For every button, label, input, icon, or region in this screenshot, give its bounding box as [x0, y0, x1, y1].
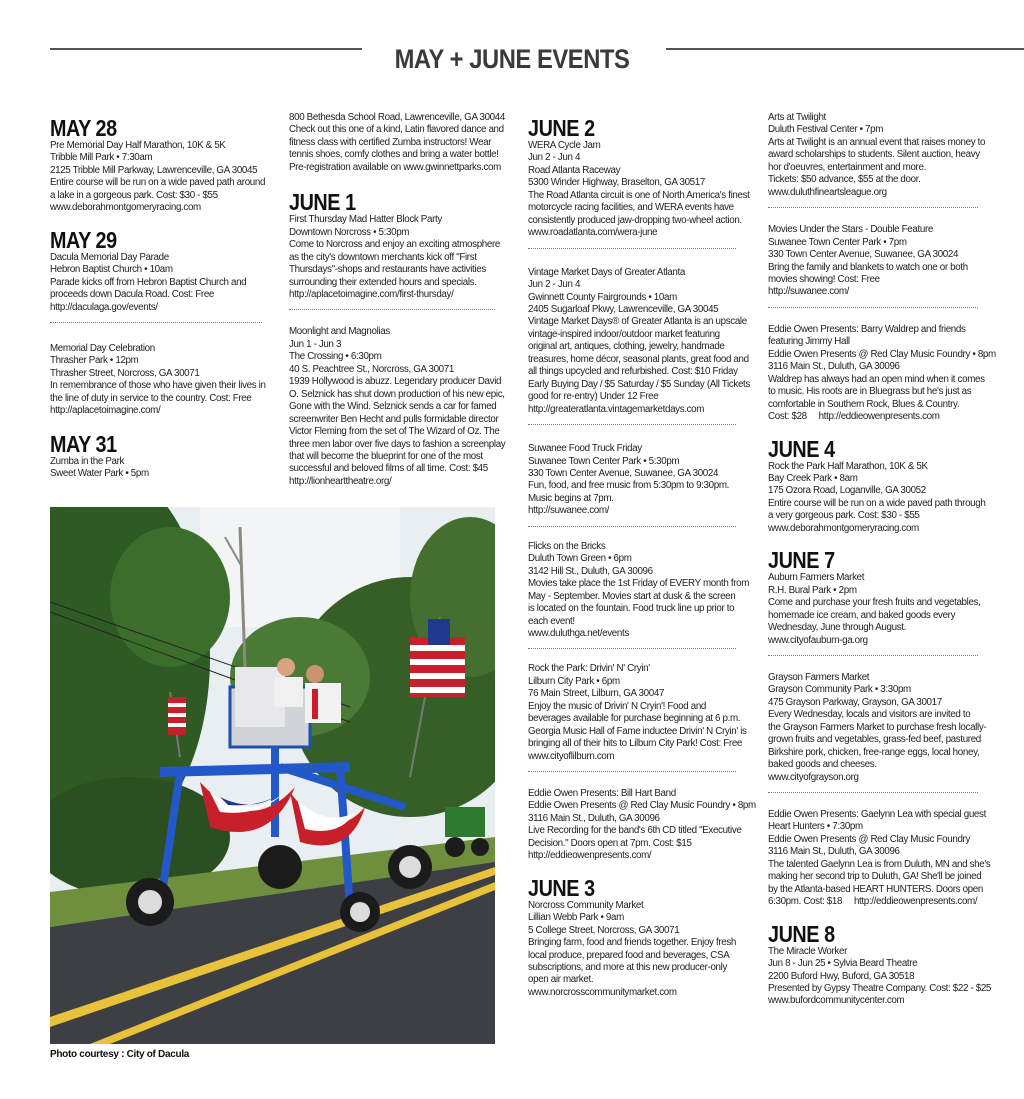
event-title: First Thursday Mad Hatter Block Party	[289, 214, 442, 226]
event-address: 800 Bethesda School Road, Lawrenceville, GA 30044	[289, 112, 505, 123]
page-title: MAY + JUNE EVENTS	[394, 44, 630, 74]
event-link[interactable]: www.duluthfineartsleague.org	[768, 186, 887, 198]
event-description: Enjoy the music of Drivin' N Cryin'! Food and	[528, 700, 707, 712]
event-description: is located on the fountain. Food truck line up prior to	[528, 603, 735, 615]
events-column-2	[289, 110, 506, 488]
event-june3-norcross-market	[528, 876, 736, 1000]
event-address: 330 Town Center Avenue, Suwanee, GA 30024	[528, 467, 719, 479]
event-description: the line of duty in service to the country. Cost: Free	[50, 392, 252, 404]
event-link[interactable]: http://eddieowenpresents.com/	[528, 850, 652, 862]
event-venue: Lillian Webb Park • 9am	[528, 912, 624, 924]
event-venue: Duluth Festival Center • 7pm	[768, 124, 884, 136]
event-description: movies showing! Cost: Free	[768, 273, 880, 285]
event-link[interactable]: http://daculaga.gov/events/	[50, 301, 158, 313]
event-venue: Lilburn City Park • 6pm	[528, 675, 620, 687]
event-description: baked goods and cheeses.	[768, 759, 877, 771]
event-venue: Thrasher Park • 12pm	[50, 355, 139, 367]
event-link[interactable]: www.roadatlanta.com/wera-june	[528, 227, 658, 239]
date-heading: MAY 31	[50, 430, 117, 457]
event-description: motorcycle racing facilities, and WERA events have	[528, 202, 734, 214]
event-description: Vintage Market Days® of Greater Atlanta is an upscale	[528, 316, 747, 328]
event-venue: Grayson Community Park • 3:30pm	[768, 684, 911, 696]
event-june1-block-party	[289, 189, 501, 301]
event-description: the Grayson Farmers Market to purchase fresh locally-	[768, 721, 987, 733]
event-link[interactable]: www.norcrosscommunitymarket.com	[528, 986, 677, 998]
event-description: Early Buying Day / $5 Saturday / $5 Sunday (All Tickets	[528, 378, 750, 390]
event-description: Live Recording for the band's 6th CD titled "Executive	[528, 825, 742, 837]
event-title: featuring Jimmy Hall	[768, 336, 850, 348]
event-title: Eddie Owen Presents: Bill Hart Band	[528, 788, 676, 800]
event-link[interactable]: Cost: $28 http://eddieowenpresents.com	[768, 411, 940, 423]
event-memorial-day-celebration	[50, 342, 266, 418]
date-heading: JUNE 4	[768, 435, 835, 462]
event-address: 3116 Main St., Duluth, GA 30096	[768, 846, 900, 858]
event-address: 5 College Street, Norcross, GA 30071	[528, 924, 680, 936]
event-zumba-continued	[289, 112, 505, 174]
event-link[interactable]: Pre-registration available on www.gwinnettparks.com	[289, 161, 501, 173]
event-dates: Jun 2 - Jun 4	[528, 152, 581, 164]
event-title: Flicks on the Bricks	[528, 540, 606, 552]
event-description: vintage-inspired indoor/outdoor market featuring	[528, 328, 720, 340]
event-title: Heart Hunters • 7:30pm	[768, 821, 863, 833]
event-description: good for re-entry) Under 12 Free	[528, 391, 659, 403]
event-description: subscriptions, and more at this new producer-only	[528, 962, 728, 974]
event-title: WERA Cycle Jam	[528, 140, 601, 151]
event-venue: Gwinnett County Fairgrounds • 10am	[528, 291, 677, 303]
event-venue: Road Atlanta Raceway	[528, 164, 621, 176]
event-title: Arts at Twilight	[768, 112, 826, 123]
event-description: grown fruits and vegetables, grass-fed beef, pastured	[768, 734, 981, 746]
event-moonlight-magnolias	[289, 326, 506, 488]
event-description: Bring the family and blankets to watch one or both	[768, 261, 968, 273]
event-description: Thursdays"-shops and restaurants have activities	[289, 264, 486, 276]
event-title: Zumba in the Park	[50, 455, 125, 467]
event-june8-miracle-worker	[768, 920, 992, 1008]
event-gaelynn-lea	[768, 809, 991, 909]
event-venue: Downtown Norcross • 5:30pm	[289, 226, 410, 238]
event-title: Movies Under the Stars - Double Feature	[768, 224, 933, 236]
event-grayson-market	[768, 671, 987, 784]
event-description: homemade ice cream, and baked goods every	[768, 609, 956, 621]
event-address: 3116 Main St., Duluth, GA 30096	[528, 812, 660, 824]
event-description: Bringing farm, food and friends together. Enjoy fresh	[528, 937, 736, 949]
event-title: Suwanee Food Truck Friday	[528, 443, 642, 455]
event-title: Moonlight and Magnolias	[289, 326, 390, 338]
event-address: 330 Town Center Avenue, Suwanee, GA 30024	[768, 249, 959, 261]
event-address: 175 Ozora Road, Loganville, GA 30052	[768, 485, 926, 497]
event-dates: Jun 1 - Jun 3	[289, 338, 342, 350]
event-suwanee-food-truck	[528, 443, 736, 518]
event-description: Arts at Twilight is an annual event that raises money to	[768, 136, 986, 148]
event-title: Pre Memorial Day Half Marathon, 10K & 5K	[50, 140, 226, 151]
date-heading: JUNE 2	[528, 115, 595, 141]
event-venue: Duluth Town Green • 6pm	[528, 553, 632, 565]
event-dates: Jun 2 - Jun 4	[528, 279, 581, 291]
event-title: Norcross Community Market	[528, 899, 644, 911]
event-title: Memorial Day Celebration	[50, 342, 155, 354]
date-heading: MAY 28	[50, 115, 117, 141]
event-description: open air market.	[528, 974, 594, 986]
event-description: making her second trip to Duluth, GA! She'll be joined	[768, 871, 982, 883]
event-venue: Hebron Baptist Church • 10am	[50, 264, 173, 276]
event-description: a lake in a gorgeous park. Cost: $30 - $55	[50, 189, 218, 201]
event-description: Movies take place the 1st Friday of EVERY month from	[528, 578, 750, 590]
event-separator	[768, 307, 978, 308]
event-title: Vintage Market Days of Greater Atlanta	[528, 266, 685, 278]
event-description: Decision." Doors open at 7pm. Cost: $15	[528, 837, 692, 849]
event-description: Gone with the Wind. Selznick sends a car for famed	[289, 401, 497, 413]
event-description: a very gorgeous park. Cost: $30 - $55	[768, 510, 920, 522]
event-link[interactable]: www.cityoflilburn.com	[528, 750, 615, 762]
event-description: by the Atlanta-based HEART HUNTERS. Doors open	[768, 883, 983, 895]
date-heading: JUNE 3	[528, 874, 595, 901]
event-description: screenwriter Ben Hecht and pulls formidable director	[289, 413, 499, 425]
event-address: 475 Grayson Parkway, Grayson, GA 30017	[768, 696, 942, 708]
event-bill-hart-band	[528, 788, 756, 863]
event-title: Eddie Owen Presents: Barry Waldrep and friends	[768, 323, 966, 335]
event-separator	[768, 792, 978, 793]
event-description: 1939 Hollywood is abuzz. Legendary producer David	[289, 376, 502, 388]
event-description: Entire course will be run on a wide paved path through	[768, 497, 986, 509]
event-venue: Tribble Mill Park • 7:30am	[50, 152, 153, 164]
event-description: Waldrep has always had an open mind when it comes	[768, 373, 985, 385]
event-description: that will become the blueprint for one of the most	[289, 450, 483, 462]
event-link[interactable]: http://suwanee.com/	[528, 505, 610, 517]
event-address: Thrasher Street, Norcross, GA 30071	[50, 367, 200, 379]
event-description: The Road Atlanta circuit is one of North America's finest	[528, 189, 750, 201]
event-description: Victor Fleming from the set of The Wizard of Oz. The	[289, 426, 500, 438]
event-title: Auburn Farmers Market	[768, 572, 865, 584]
event-arts-at-twilight	[768, 112, 986, 199]
event-separator	[528, 648, 736, 649]
event-separator	[289, 309, 495, 310]
event-description: treasures, home décor, seasonal plants, great food and	[528, 353, 749, 365]
event-address: 3116 Main St., Duluth, GA 30096	[768, 361, 900, 373]
event-description: May - September. Movies start at dusk & the screen	[528, 590, 736, 602]
event-title: Rock the Park: Drivin' N' Cryin'	[528, 663, 650, 675]
event-description: tennis shoes, comfy clothes and bring a water bottle!	[289, 149, 499, 161]
event-venue: Suwanee Town Center Park • 5:30pm	[528, 455, 680, 467]
event-description: O. Selznick has shut down production of his new epic,	[289, 388, 505, 400]
event-link[interactable]: http://aplacetoimagine.com/first-thursday/	[289, 288, 454, 300]
event-may28-marathon	[50, 115, 266, 215]
event-description: Wednesday, June through August.	[768, 622, 907, 634]
event-description: Music begins at 7pm.	[528, 492, 614, 504]
event-separator	[50, 322, 262, 323]
event-description: three men labor over five days to fashion a screenplay	[289, 438, 506, 450]
event-description: award scholarships to students. Silent auction, heavy	[768, 149, 980, 161]
event-description: Check out this one of a kind, Latin flavored dance and	[289, 124, 504, 136]
event-address: 40 S. Peachtree St., Norcross, GA 30071	[289, 363, 454, 375]
event-barry-waldrep	[768, 323, 996, 424]
event-title: Eddie Owen Presents: Gaelynn Lea with special guest	[768, 809, 986, 821]
event-may31-zumba	[50, 432, 262, 481]
photo-caption: Photo courtesy : City of Dacula	[50, 1049, 190, 1060]
event-june2-wera	[528, 115, 750, 240]
event-description: Presented by Gypsy Theatre Company. Cost: $22 - $25	[768, 983, 992, 995]
event-address: 2200 Buford Hwy, Buford, GA 30518	[768, 970, 915, 982]
event-address: 2405 Sugarloaf Pkwy, Lawrenceville, GA 30045	[528, 303, 719, 315]
event-description: The talented Gaelynn Lea is from Duluth, MN and she's	[768, 858, 991, 870]
event-venue: Suwanee Town Center Park • 7pm	[768, 236, 907, 248]
event-description: all things upcycled and refurbished. Cost: $10 Friday	[528, 366, 738, 378]
event-flicks-on-bricks	[528, 540, 750, 641]
event-link[interactable]: http://lionhearttheatre.org/	[289, 475, 392, 487]
event-dates: Jun 8 - Jun 25 • Sylvia Beard Theatre	[768, 958, 918, 970]
event-description: comfortable in Southern Rock, Blues & Country.	[768, 398, 960, 410]
events-column-4	[768, 110, 996, 1008]
event-link[interactable]: www.duluthga.net/events	[528, 627, 629, 639]
event-separator	[768, 207, 978, 208]
event-description: bringing all of their hits to Lilburn City Park! Cost: Free	[528, 738, 743, 750]
event-description: consistently produced jaw-dropping two-wheel action.	[528, 214, 742, 226]
event-venue: Eddie Owen Presents @ Red Clay Music Foundry • 8pm	[528, 800, 756, 812]
event-venue: R.H. Bural Park • 2pm	[768, 584, 857, 596]
event-venue: Eddie Owen Presents @ Red Clay Music Foundry • 8pm	[768, 348, 996, 360]
event-description: successful and beloved films of all time. Cost: $45	[289, 463, 488, 475]
event-address: 2125 Tribble Mill Parkway, Lawrenceville, GA 30045	[50, 164, 258, 176]
event-title: Grayson Farmers Market	[768, 671, 870, 683]
event-description: In remembrance of those who have given their lives in	[50, 380, 266, 392]
event-link[interactable]: www.cityofauburn-ga.org	[768, 634, 868, 646]
event-separator	[528, 771, 736, 772]
event-address: 76 Main Street, Lilburn, GA 30047	[528, 688, 665, 700]
event-venue: The Crossing • 6:30pm	[289, 351, 382, 363]
event-description: beverages available for purchase beginning at 6 p.m.	[528, 713, 741, 725]
event-title: Dacula Memorial Day Parade	[50, 251, 169, 263]
event-separator	[528, 424, 736, 425]
event-description: as the city's downtown merchants kick off "First	[289, 251, 477, 263]
date-heading: JUNE 1	[289, 189, 356, 216]
event-link[interactable]: www.cityofgrayson.org	[768, 771, 859, 783]
event-description: to music. His roots are in Bluegrass but he's just as	[768, 386, 972, 398]
event-description: original art, antiques, clothing, jewelry, handmade	[528, 341, 725, 353]
event-description: each event!	[528, 615, 575, 627]
event-separator	[768, 655, 978, 656]
event-description: hor d'oeuvres, entertainment and more.	[768, 161, 926, 173]
event-june7-auburn-market	[768, 547, 981, 647]
event-link[interactable]: www.deborahmontgomeryracing.com	[768, 522, 919, 534]
event-title: Rock the Park Half Marathon, 10K & 5K	[768, 460, 928, 472]
date-heading: MAY 29	[50, 226, 117, 253]
event-may29-parade	[50, 228, 262, 314]
event-separator	[528, 526, 736, 527]
parade-tractor-photo	[50, 507, 495, 1044]
event-description: Every Wednesday, locals and visitors are invited to	[768, 709, 971, 721]
event-description: Fun, food, and free music from 5:30pm to 9:30pm.	[528, 480, 730, 492]
event-price: Tickets: $50 advance, $55 at the door.	[768, 174, 921, 186]
event-rock-the-park-lilburn	[528, 663, 747, 763]
events-column-3	[528, 110, 756, 999]
event-june4-half-marathon	[768, 435, 986, 536]
date-heading: JUNE 7	[768, 547, 835, 574]
event-address: 3142 Hill St., Duluth, GA 30096	[528, 565, 653, 577]
date-heading: JUNE 8	[768, 920, 835, 947]
event-venue: Bay Creek Park • 8am	[768, 472, 858, 484]
event-link[interactable]: www.bufordcommunitycenter.com	[768, 995, 905, 1007]
event-description: Come to Norcross and enjoy an exciting atmosphere	[289, 239, 501, 251]
event-description: surrounding their extended hours and specials.	[289, 276, 477, 288]
event-link[interactable]: http://suwanee.com/	[768, 286, 850, 298]
event-description: proceeds down Dacula Road. Cost: Free	[50, 289, 215, 301]
event-venue: Eddie Owen Presents @ Red Clay Music Foundry	[768, 833, 971, 845]
event-movies-under-stars	[768, 224, 978, 299]
event-description: Come and purchase your fresh fruits and vegetables,	[768, 597, 981, 609]
event-link[interactable]: 6:30pm. Cost: $18 http://eddieowenpresents.com/	[768, 896, 978, 908]
event-description: Birkshire pork, chicken, free-range eggs, local honey,	[768, 746, 980, 758]
event-link[interactable]: http://greateratlanta.vintagemarketdays.com	[528, 403, 705, 415]
event-link[interactable]: http://aplacetoimagine.com/	[50, 405, 161, 417]
event-separator	[528, 248, 736, 249]
event-venue: Sweet Water Park • 5pm	[50, 468, 149, 480]
event-vintage-market	[528, 266, 750, 416]
event-description: local produce, prepared food and beverages, CSA	[528, 949, 730, 961]
event-title: The Miracle Worker	[768, 945, 847, 957]
event-link[interactable]: www.deborahmontgomeryracing.com	[50, 202, 201, 214]
event-description: Georgia Music Hall of Fame inductee Drivin' N Cryin' is	[528, 725, 747, 737]
event-description: fitness class with certified Zumba instructors! Wear	[289, 136, 492, 148]
event-description: Entire course will be run on a wide paved path around	[50, 177, 266, 189]
event-description: Parade kicks off from Hebron Baptist Church and	[50, 276, 247, 288]
event-address: 5300 Winder Highway, Braselton, GA 30517	[528, 177, 705, 189]
events-column-1	[50, 110, 266, 481]
